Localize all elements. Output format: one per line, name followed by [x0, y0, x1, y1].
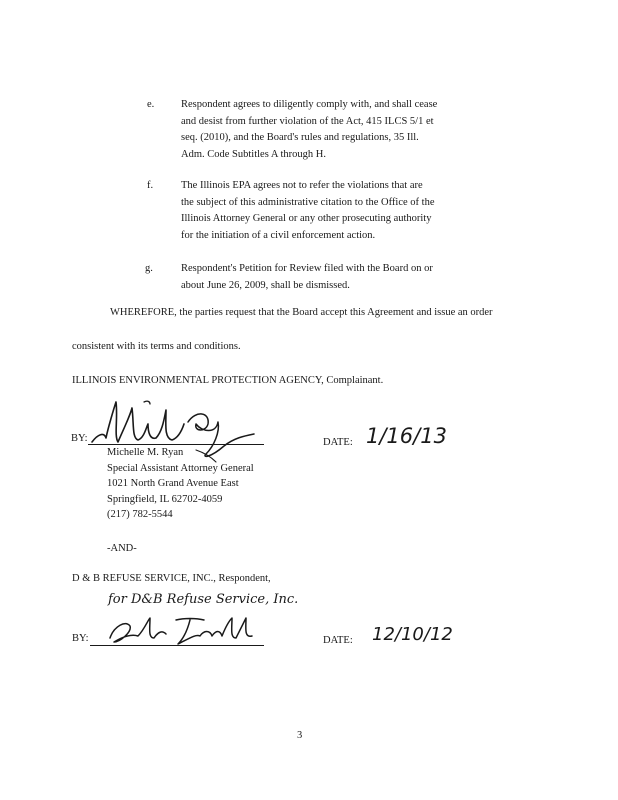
item-line: The Illinois EPA agrees not to refer the violations that are — [181, 180, 423, 191]
complainant-date-value: 1/16/13 — [366, 424, 447, 448]
respondent-date-label: DATE: — [323, 635, 353, 646]
respondent-signature-icon — [104, 612, 264, 652]
complainant-heading: ILLINOIS ENVIRONMENTAL PROTECTION AGENCY, Complainant. — [72, 375, 384, 386]
item-line: the subject of this administrative citation to the Office of the — [181, 196, 435, 208]
respondent-heading: D & B REFUSE SERVICE, INC., Respondent, — [72, 573, 271, 584]
item-letter: f. — [147, 180, 154, 191]
page-number: 3 — [297, 730, 303, 741]
item-line: Respondent agrees to diligently comply with, and shall cease — [181, 99, 438, 110]
item-line: Respondent's Petition for Review filed with the Board on or — [181, 263, 433, 274]
item-line: seq. (2010), and the Board's rules and regulations, 35 Ill. — [181, 132, 419, 143]
signer-name: Michelle M. Ryan — [107, 447, 184, 458]
complainant-signer-block — [107, 445, 254, 523]
wherefore-line-1: WHEREFORE, the parties request that the Board accept this Agreement and issue an order — [110, 307, 493, 318]
signer-address-1: 1021 North Grand Avenue East — [107, 478, 239, 489]
item-letter: g. — [145, 263, 153, 274]
item-text — [181, 97, 471, 163]
signer-title: Special Assistant Attorney General — [107, 462, 254, 474]
respondent-handwritten-company: for D&B Refuse Service, Inc. — [108, 592, 299, 607]
wherefore-line-2: consistent with its terms and conditions. — [72, 341, 241, 352]
item-line: for the initiation of a civil enforcement action. — [181, 229, 376, 241]
respondent-date-value: 12/10/12 — [372, 624, 453, 645]
complainant-by-label: BY: — [71, 433, 88, 444]
item-line: and desist from further violation of the Act, 415 ILCS 5/1 et — [181, 115, 434, 127]
respondent-by-label: BY: — [72, 633, 89, 644]
complainant-date-label: DATE: — [323, 437, 353, 448]
item-text — [181, 261, 471, 294]
item-letter: e. — [147, 99, 155, 110]
item-line: Illinois Attorney General or any other prosecuting authority — [181, 213, 432, 224]
item-line: about June 26, 2009, shall be dismissed. — [181, 279, 350, 291]
and-separator: -AND- — [107, 543, 137, 554]
item-line: Adm. Code Subtitles A through H. — [181, 148, 326, 160]
signer-phone: (217) 782-5544 — [107, 509, 173, 520]
item-text — [181, 178, 471, 244]
signer-address-2: Springfield, IL 62702-4059 — [107, 493, 223, 505]
